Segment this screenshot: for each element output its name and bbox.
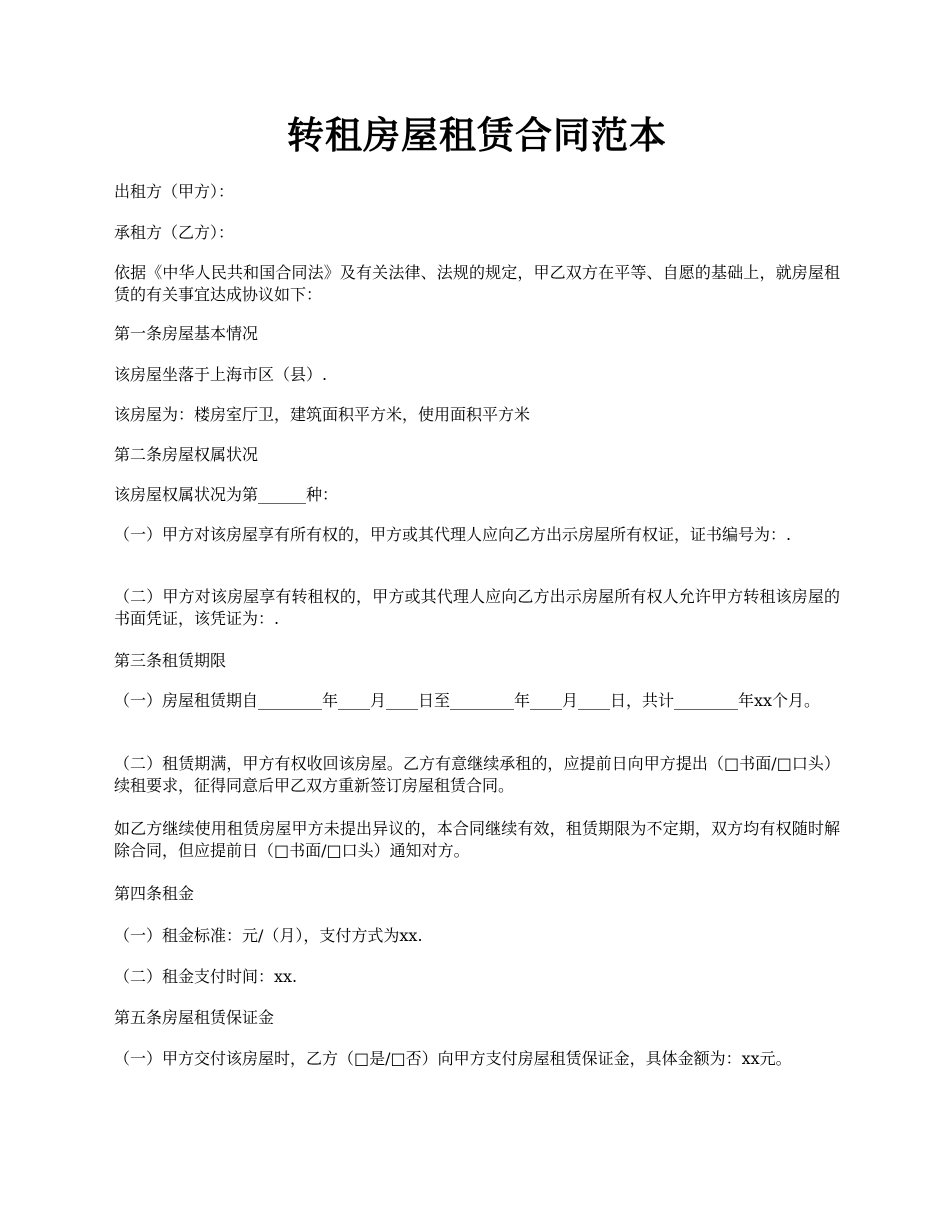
paragraph-rent-2: （二）租金支付时间：xx. <box>114 967 298 986</box>
paragraph-ownership-2: （二）甲方对该房屋享有转租权的，甲方或其代理人应向乙方出示房屋所有权人允许甲方转租该房屋的书面凭证，该凭证为：. <box>114 587 840 628</box>
paragraph-term-3: 如乙方继续使用租赁房屋甲方未提出异议的，本合同继续有效，租赁期限为不定期，双方均有权随时解除合同，但应提前日（□书面/□口头）通知对方。 <box>114 819 840 860</box>
heading-article-2: 第二条房屋权属状况 <box>114 445 259 464</box>
paragraph-ownership-1: （一）甲方对该房屋享有所有权的，甲方或其代理人应向乙方出示房屋所有权证，证书编号为：. <box>114 525 792 544</box>
paragraph-rent-1: （一）租金标准：元/（月），支付方式为xx. <box>114 926 423 945</box>
paragraph-deposit-1: （一）甲方交付该房屋时，乙方（□是/□否）向甲方支付房屋租赁保证金，具体金额为：xx元。 <box>114 1049 792 1068</box>
paragraph-term-2: （二）租赁期满，甲方有权收回该房屋。乙方有意继续承租的，应提前日向甲方提出（□书面/□口头）续租要求，征得同意后甲乙双方重新签订房屋租赁合同。 <box>114 754 840 795</box>
paragraph-ownership-type: 该房屋权属状况为第______种： <box>114 485 339 504</box>
paragraph-term-1: （一）房屋租赁期自________年____月____日至________年____月____日，共计________年xx个月。 <box>114 691 821 710</box>
heading-article-1: 第一条房屋基本情况 <box>114 324 259 343</box>
paragraph-lessee: 承租方（乙方）： <box>114 223 235 242</box>
paragraph-preamble: 依据《中华人民共和国合同法》及有关法律、法规的规定，甲乙双方在平等、自愿的基础上，就房屋租赁的有关事宜达成协议如下： <box>114 263 840 304</box>
heading-article-3: 第三条租赁期限 <box>114 651 227 670</box>
paragraph-layout: 该房屋为：楼房室厅卫，建筑面积平方米，使用面积平方米 <box>114 405 531 424</box>
heading-article-4: 第四条租金 <box>114 884 195 903</box>
heading-article-5: 第五条房屋租赁保证金 <box>114 1008 275 1027</box>
paragraph-lessor: 出租方（甲方）： <box>114 182 235 201</box>
document-title: 转租房屋租赁合同范本 <box>287 113 667 157</box>
paragraph-location: 该房屋坐落于上海市区（县）. <box>114 365 328 384</box>
